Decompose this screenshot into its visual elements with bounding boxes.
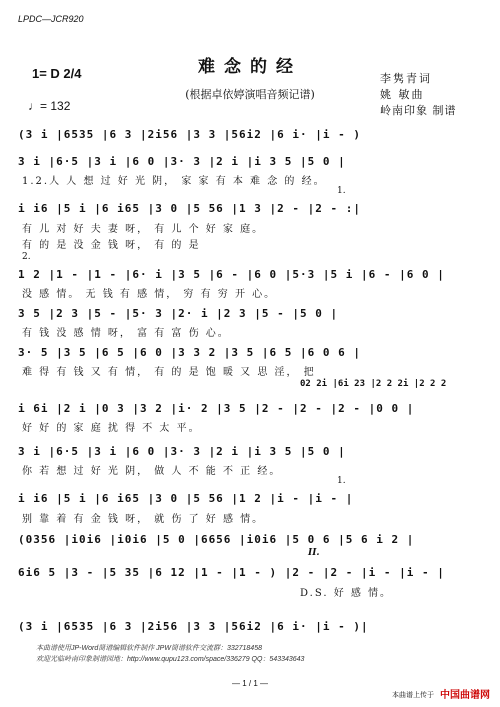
volta-one-label: 1.	[337, 186, 346, 196]
score-code: LPDC—JCR920	[18, 14, 84, 24]
lyricist-credit: 李隽青词	[380, 72, 432, 85]
notation-line: i 6i |2 i |0 3 |3 2 |i· 2 |3 5 |2 - |2 - |2 - |0 0 |	[18, 402, 415, 415]
site-brand-logo[interactable]: 中国曲谱网	[440, 690, 490, 701]
lyric-line: 你 若 想 过 好 光 阴， 做 人 不 能 不 正 经。	[22, 466, 282, 477]
lyric-line: 好 好 的 家 庭 扰 得 不 太 平。	[22, 423, 201, 434]
grace-notes: 02 2i |6i 23 |2 2 2i |2 2 2	[300, 379, 447, 389]
lyric-line: D.S. 好 感 情。	[300, 588, 393, 599]
footer-site-note: 欢迎光临岭南印象制谱园地：http://www.qupu123.com/space/336279 QQ：543343643	[36, 656, 305, 663]
volta-one-label: 1.	[337, 476, 346, 486]
lyric-line: 有 儿 对 好 夫 妻 呀， 有 儿 个 好 家 庭。	[22, 224, 265, 235]
volta-two-label: 2.	[22, 252, 31, 262]
lyric-line: 别 靠 着 有 金 钱 呀， 就 伤 了 好 感 情。	[22, 514, 265, 525]
notation-line: (3 i |6535 |6 3 |2i56 |3 3 |56i2 |6 i· |i - )|	[18, 620, 369, 633]
notation-line: 3· 5 |3 5 |6 5 |6 0 |3 3 2 |3 5 |6 5 |6 0 6 |	[18, 346, 362, 359]
lyric-line: 1.2.人 人 想 过 好 光 阴， 家 家 有 本 难 念 的 经。	[22, 176, 326, 187]
page-number: — 1 / 1 —	[231, 679, 268, 688]
song-title: 难念的经	[198, 57, 302, 77]
notation-line: 3 5 |2 3 |5 - |5· 3 |2· i |2 3 |5 - |5 0 |	[18, 307, 339, 320]
lyric-line: 难 得 有 钱 又 有 情， 有 的 是 饱 暖 又 思 淫， 把	[22, 367, 316, 378]
composer-credit: 姚 敏曲	[380, 88, 425, 101]
lyric-line: 有 钱 没 感 情 呀， 富 有 富 伤 心。	[22, 328, 230, 339]
lyric-line: 没 感 情。 无 钱 有 感 情， 穷 有 穷 开 心。	[22, 289, 277, 300]
notation-line: 1 2 |1 - |1 - |6· i |3 5 |6 - |6 0 |5·3 |5 i |6 - |6 0 |	[18, 268, 445, 281]
notation-line: 3 i |6·5 |3 i |6 0 |3· 3 |2 i |i 3 5 |5 0 |	[18, 155, 346, 168]
tempo-marking: ♩= 132	[28, 99, 71, 113]
notation-line: 3 i |6·5 |3 i |6 0 |3· 3 |2 i |i 3 5 |5 0 |	[18, 445, 346, 458]
notation-line: (0356 |i0i6 |i0i6 |5 0 |6656 |i0i6 |5 0 6 |5 6 i 2 |	[18, 533, 415, 546]
volta-ii-label: II.	[308, 548, 320, 558]
notation-line: 6i6 5 |3 - |5 35 |6 12 |1 - |1 - ) |2 - |2 - |i - |i - |	[18, 566, 445, 579]
notation-line: i i6 |5 i |6 i65 |3 0 |5 56 |1 2 |i - |i - |	[18, 492, 354, 505]
key-signature: 1= D 2/4	[32, 66, 82, 81]
notation-line: i i6 |5 i |6 i65 |3 0 |5 56 |1 3 |2 - |2 - :|	[18, 202, 362, 215]
upload-note: 本曲谱上传于	[392, 692, 434, 699]
notation-line: (3 i |6535 |6 3 |2i56 |3 3 |56i2 |6 i· |i - )	[18, 128, 362, 141]
footer-software-note: 本曲谱使用JP-Word简谱编辑软件制作 JPW简谱软件交流群：332718458	[36, 645, 262, 652]
song-subtitle: (根据卓依婷演唱音频记谱)	[185, 88, 315, 101]
lyric-line: 有 的 是 没 金 钱 呀， 有 的 是	[22, 240, 201, 251]
arranger-credit: 岭南印象 制谱	[380, 104, 457, 117]
